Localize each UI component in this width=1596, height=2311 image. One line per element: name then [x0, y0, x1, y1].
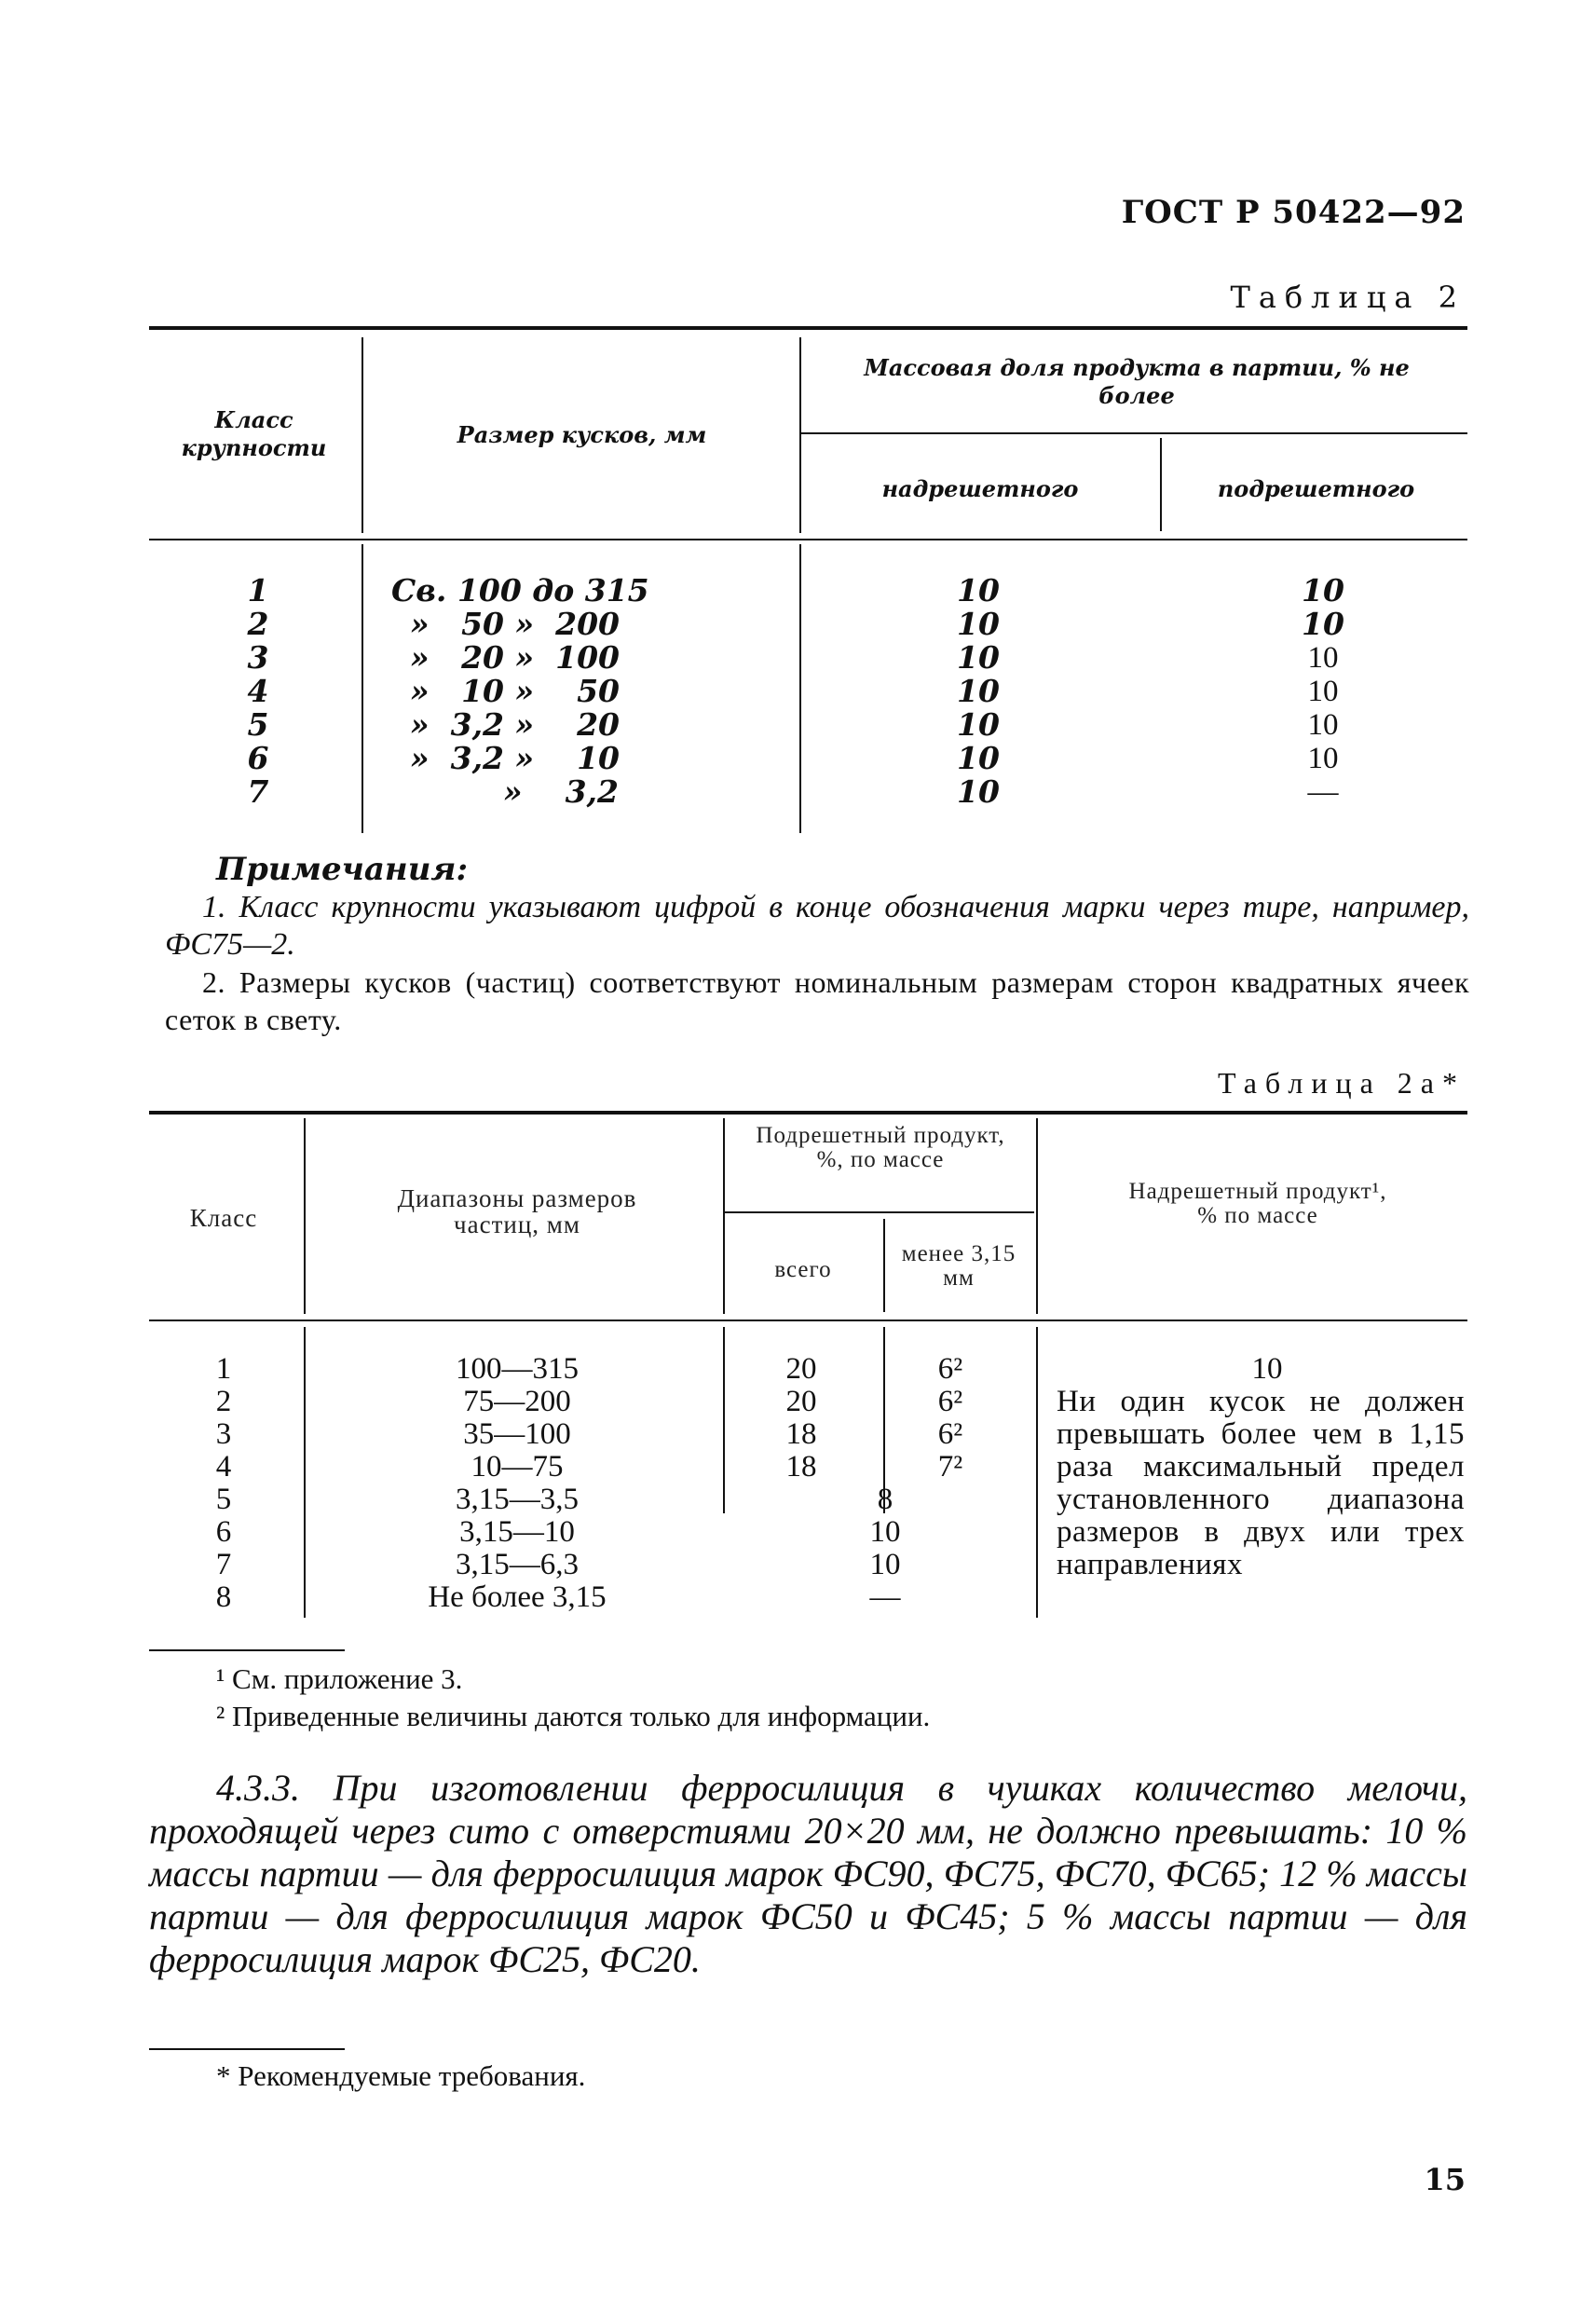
table2a-cell: 20: [785, 1352, 817, 1386]
table2a-cell: 4: [215, 1450, 232, 1484]
table2-header-under: подрешетного: [1217, 475, 1415, 502]
table2-header-over: надрешетного: [881, 475, 1079, 502]
table2a-cell: 7: [215, 1548, 232, 1581]
document-header: ГОСТ Р 50422—92: [1121, 194, 1466, 231]
table2a-cell: 8: [215, 1580, 232, 1614]
table2a-cell: 100—315: [456, 1352, 579, 1386]
table2a-cell: 10—75: [471, 1450, 564, 1484]
table2a-cell: 3,15—6,3: [456, 1548, 579, 1581]
table2-caption: Таблица 2: [1230, 280, 1466, 315]
table2-cell: 10: [1307, 675, 1339, 708]
table2a-cell: 3,15—10: [459, 1515, 575, 1549]
table2a-cell: Не более 3,15: [428, 1580, 607, 1614]
table2-cell: 2: [247, 606, 269, 642]
table2-header-class: Класс крупности: [181, 406, 327, 461]
paragraph-4-3-3: 4.3.3. При изготовлении ферросилиция в чушках количество мелочи, проходящей через сито с отверстиями 20×20 мм, не должно превышать: 10 % массы партии — для ферросилиция марок ФС90, ФС75, ФС70, ФС65; 12 % массы партии — для ферросилиция марок ФС50 и ФС45; 5 % массы партии — для ферросилиция марок ФС25, ФС20.: [149, 1767, 1467, 1980]
note-1: 1. Класс крупности указывают цифрой в конце обозначения марки через тире, например, ФС75—2.: [165, 890, 1469, 962]
table2a-cell: 18: [785, 1450, 817, 1484]
table2-cell: 10: [1302, 572, 1344, 609]
table2-cell: » 3,2 » 10: [410, 740, 621, 776]
table2-col-class: [244, 574, 272, 809]
table2a-header-less: менее 3,15 мм: [901, 1241, 1016, 1291]
table2a-cell: 18: [785, 1417, 817, 1451]
star-note-divider: [149, 2048, 345, 2050]
table2-col-size: [391, 574, 689, 809]
table2-cell: 10: [1307, 742, 1339, 775]
table2-notes: [165, 850, 1469, 1038]
table2a-cell: 6²: [937, 1385, 963, 1418]
table2-col-over: [932, 574, 1025, 809]
table2-cell: 10: [957, 639, 1000, 676]
table2-cell: 5: [247, 706, 269, 743]
table2a-cell: 2: [215, 1385, 232, 1418]
footnote-2: ² Приведенные величины даются только для информации.: [216, 1700, 931, 1732]
table2a-cell: 10: [869, 1515, 901, 1549]
table2a-cell: 6²: [937, 1417, 963, 1451]
table2a-cell: 6²: [937, 1352, 963, 1386]
table2-cell: 10: [957, 673, 1000, 709]
table2a-header-total: всего: [774, 1257, 832, 1282]
table2a-cell: 3,15—3,5: [456, 1483, 579, 1516]
table2-header-size: Размер кусков, мм: [457, 421, 707, 448]
table2a-cell: 3: [215, 1417, 232, 1451]
star-note: * Рекомендуемые требования.: [216, 2059, 586, 2092]
table2-cell: 10: [1302, 606, 1344, 642]
table2-cell: » 3,2 » 20: [410, 706, 621, 743]
table2-cell: 10: [957, 572, 1000, 609]
table2-header-mass: Массовая доля продукта в партии, % не более: [864, 354, 1410, 409]
table2-cell: 10: [1307, 641, 1339, 675]
table2a-header-class: Класс: [189, 1204, 258, 1232]
table2a-cell: 10: [869, 1548, 901, 1581]
table2-cell: 10: [957, 606, 1000, 642]
table2a-cell: 6: [215, 1515, 232, 1549]
table2a-cell: —: [869, 1580, 901, 1614]
footnote-1: ¹ См. приложение 3.: [216, 1662, 463, 1695]
table2-cell: 7: [247, 773, 269, 810]
table2-cell: 3: [247, 639, 269, 676]
table2-cell: 10: [957, 773, 1000, 810]
table2a-cell: 20: [785, 1385, 817, 1418]
table2-cell: Св. 100 до 315: [391, 572, 649, 609]
table2-cell: —: [1307, 775, 1339, 809]
footnote-divider: [149, 1649, 345, 1651]
note-2: 2. Размеры кусков (частиц) соответствуют номинальным размерам сторон квадратных ячеек сеток в свету.: [165, 965, 1469, 1036]
table2a-header-range: Диапазоны размеров частиц, мм: [397, 1184, 637, 1238]
table2-cell: 10: [957, 740, 1000, 776]
table2a-col-less: [894, 1353, 1006, 1484]
notes-title: Примечания:: [216, 851, 469, 888]
table2-col-under: [1276, 574, 1370, 809]
table2-cell: » 20 » 100: [410, 639, 620, 676]
table2-cell: 6: [247, 740, 269, 776]
table2a-col-range: [354, 1353, 680, 1614]
table2a-col-class: [205, 1353, 242, 1614]
table2a-cell: 35—100: [463, 1417, 571, 1451]
table2a-cell: 8: [877, 1483, 893, 1516]
table2a-cell: 5: [215, 1483, 232, 1516]
table2a-over-text: Ни один кусок не должен превышать более чем в 1,15 раза максимальный предел установленного диапазона размеров в двух или трех направлениях: [1057, 1385, 1465, 1581]
table2-cell: 4: [247, 673, 269, 709]
table2a-over-value: 10: [1251, 1352, 1283, 1386]
table2a-caption: Таблица 2а*: [1217, 1066, 1466, 1100]
table2a-cell: 75—200: [463, 1385, 571, 1418]
table2-cell: » 10 » 50: [410, 673, 621, 709]
table2a-col-merged: [820, 1484, 950, 1614]
table2a-cell: 1: [215, 1352, 232, 1386]
table2-cell: 10: [957, 706, 1000, 743]
table2a-cell: 7²: [937, 1450, 963, 1484]
table2-cell: 10: [1307, 708, 1339, 742]
table2a-header-over: Надрешетный продукт¹, % по массе: [1128, 1179, 1387, 1228]
table2-cell: 1: [247, 572, 269, 609]
table2a-col-total: [745, 1353, 857, 1484]
table2-cell: » 50 » 200: [410, 606, 620, 642]
table2-cell: » 3,2: [503, 773, 619, 810]
table2a-header-under: Подрешетный продукт, %, по массе: [756, 1123, 1005, 1172]
page-number: 15: [1424, 2162, 1466, 2197]
